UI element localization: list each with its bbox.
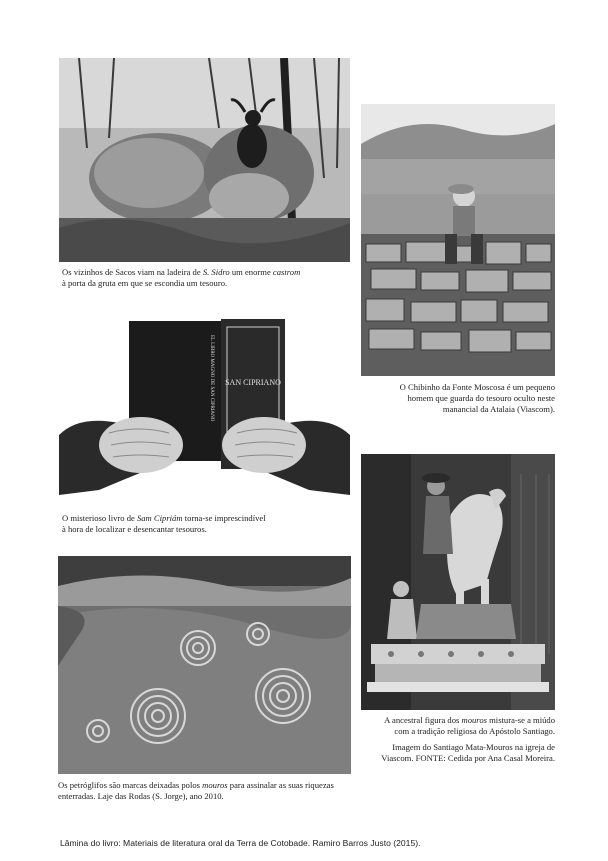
- caption-text: torna-se imprescindível: [182, 513, 266, 523]
- caption-text: homem que guarda do tesouro oculto neste: [407, 393, 555, 403]
- page-footer: Lâmina do livro: Materiais de literatura oral da Terra de Cotobade. Ramiro Barros Justo (2015).: [60, 838, 421, 848]
- caption-italic: mouros: [202, 780, 228, 790]
- caption-chibinho: [361, 382, 555, 415]
- caption-italic: castrom: [272, 267, 301, 277]
- caption-text: Os vizinhos de Sacos viam na ladeira de: [62, 267, 203, 277]
- caption-text: A ancestral figura dos: [384, 715, 462, 725]
- photo-san-cipriano-book: [59, 315, 350, 505]
- caption-text: com a tradição religiosa do Apóstolo Santiago.: [394, 726, 555, 736]
- photo-chibinho: [361, 104, 555, 376]
- caption-text: Viascom. FONTE: Cedida por Ana Casal Moreira.: [381, 753, 555, 763]
- caption-text: para assinalar as suas riquezas: [227, 780, 334, 790]
- caption-text: mistura-se a miúdo: [486, 715, 555, 725]
- photo-petroglyphs: [58, 556, 351, 774]
- caption-italic: S. Sidro: [202, 267, 230, 277]
- caption-text: manancial da Atalaia (Viascom).: [442, 404, 555, 414]
- photo-santiago-mata-mouros: [361, 454, 555, 710]
- caption-italic: mouros: [461, 715, 487, 725]
- caption-petroglyphs: [58, 780, 358, 802]
- book-spine-title: EL LIBRO MAGNO DE SAN CIPRIANO: [209, 335, 214, 422]
- book-cover-title: SAN CIPRIANO: [225, 378, 281, 387]
- caption-text: à hora de localizar e desencantar tesouros.: [62, 524, 207, 534]
- photo-goat-on-rocks: [59, 58, 350, 262]
- caption-italic: Sam Cipriám: [136, 513, 183, 523]
- caption-text: Os petróglifos são marcas deixadas polos: [58, 780, 203, 790]
- caption-text: um enorme: [229, 267, 273, 277]
- caption-text: enterradas. Laje das Rodas (S. Jorge), ano 2010.: [58, 791, 224, 801]
- caption-goat-rock: [62, 267, 352, 289]
- caption-text: à porta da gruta em que se escondia um tesouro.: [62, 278, 228, 288]
- caption-text: Imagem do Santiago Mata-Mouros na igreja de: [392, 742, 555, 752]
- caption-book: [62, 513, 352, 535]
- caption-text: O Chibinho da Fonte Moscosa é um pequeno: [399, 382, 555, 392]
- caption-text: O misterioso livro de: [62, 513, 137, 523]
- caption-santiago: [361, 715, 555, 764]
